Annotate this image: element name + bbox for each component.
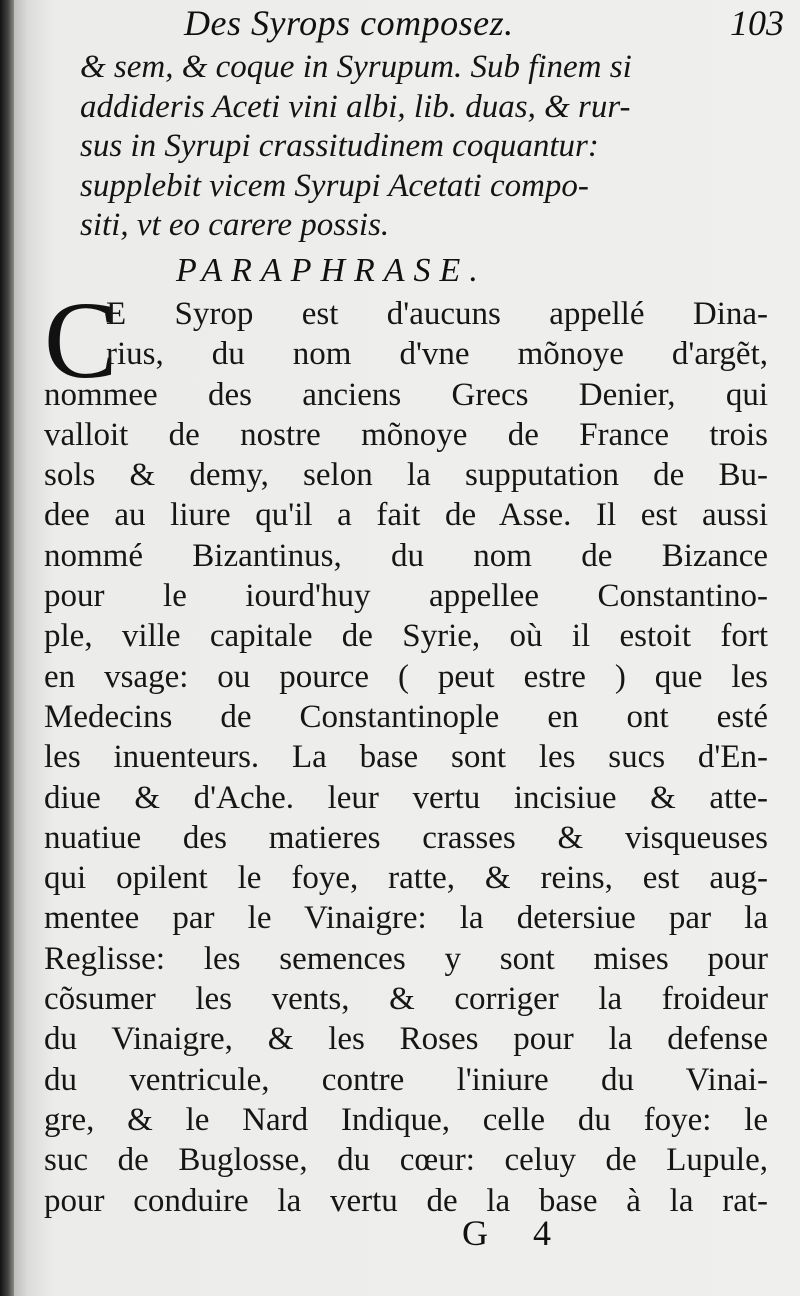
body-line: pour conduire la vertu de la base à la rat- (44, 1182, 768, 1219)
body-line: pour le iourd'huy appellee Constantino- (44, 578, 768, 615)
body-line: mentee par le Vinaigre: la detersiue par la (44, 900, 768, 937)
body-line: rius, du nom d'vne mõnoye d'argẽt, (106, 336, 768, 373)
running-title: Des Syrops composez. (184, 3, 514, 43)
body-line: valloit de nostre mõnoye de France trois (44, 416, 768, 453)
signature-mark: G 4 (462, 1213, 569, 1253)
book-spine-shadow (0, 0, 14, 1296)
body-line: Reglisse: les semences y sont mises pour (44, 940, 768, 977)
body-line: les inuenteurs. La base sont les sucs d'En- (44, 739, 768, 776)
body-line: du Vinaigre, & les Roses pour la defense (44, 1021, 768, 1058)
body-line: dee au liure qu'il a fait de Asse. Il est aussi (44, 497, 768, 534)
body-line: nommee des anciens Grecs Denier, qui (44, 376, 768, 413)
latin-line: supplebit vicem Syrupi Acetati compo- (80, 167, 589, 204)
running-header (174, 2, 784, 46)
body-line: diue & d'Ache. leur vertu incisiue & atte- (44, 779, 768, 816)
latin-line: addideris Aceti vini albi, lib. duas, & rur- (80, 88, 631, 125)
latin-recipe-text (80, 48, 720, 246)
latin-line: & sem, & coque in Syrupum. Sub finem si (80, 49, 632, 85)
body-line: en vsage: ou pource ( peut estre ) que les (44, 658, 768, 695)
body-line: E Syrop est d'aucuns appellé Dina- (106, 296, 768, 332)
latin-line: sus in Syrupi crassitudinem coquantur: (80, 128, 599, 164)
body-line: ple, ville capitale de Syrie, où il estoit fort (44, 618, 768, 655)
section-heading: PARAPHRASE. (176, 252, 487, 289)
book-page (14, 0, 800, 1296)
page-number: 103 (730, 3, 784, 43)
body-line: qui opilent le foye, ratte, & reins, est aug- (44, 860, 768, 897)
body-line: gre, & le Nard Indique, celle du foye: le (44, 1101, 768, 1138)
latin-line: siti, vt eo carere possis. (80, 207, 390, 243)
body-line: Medecins de Constantinople en ont esté (44, 698, 768, 735)
body-line: nommé Bizantinus, du nom de Bizance (44, 537, 768, 574)
body-line: nuatiue des matieres crasses & visqueuses (44, 819, 768, 856)
body-line: sols & demy, selon la supputation de Bu- (44, 457, 768, 494)
body-line: cõsumer les vents, & corriger la froideur (44, 981, 768, 1018)
paraphrase-body (44, 294, 768, 1221)
drop-cap-initial: C (44, 279, 118, 401)
body-line: du ventricule, contre l'iniure du Vinai- (44, 1061, 768, 1098)
body-line: suc de Buglosse, du cœur: celuy de Lupule, (44, 1142, 768, 1179)
